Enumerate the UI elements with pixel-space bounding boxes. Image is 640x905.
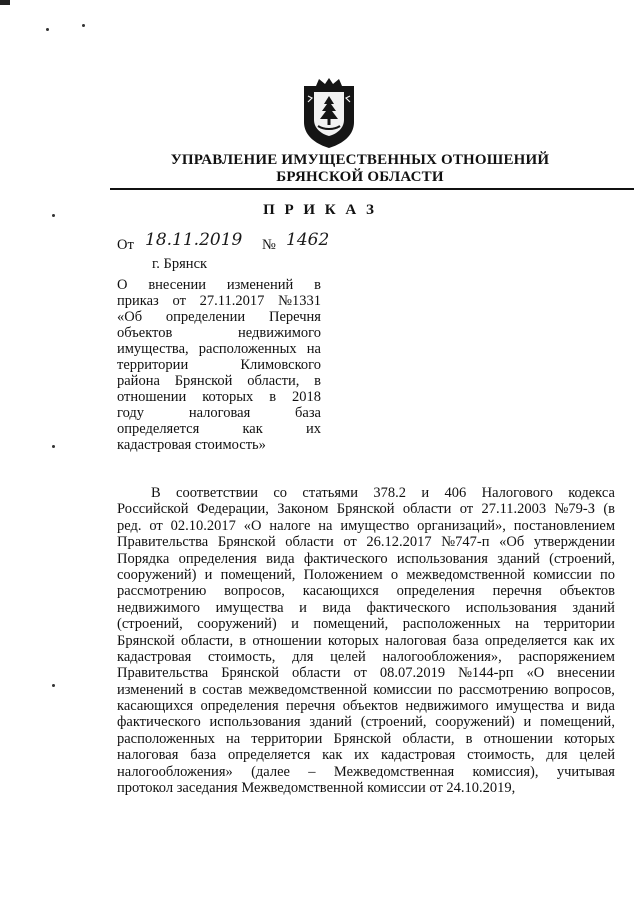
subject-line [117,293,321,309]
body-word: области [285,534,334,551]
body-word: недвижимого [117,599,201,616]
body-word: для [292,648,314,665]
body-word: перечня [286,698,336,715]
body-word: Положением [303,566,383,583]
body-word: фактического [366,599,451,616]
date-prefix: От [117,237,134,253]
scan-artifact [52,445,55,448]
body-word: отношении [483,730,553,747]
body-word: рассмотрению [117,583,207,600]
scan-artifact [0,0,10,5]
body-word: вида [322,599,351,616]
body-word: В [151,485,161,501]
body-word: состав [202,681,243,698]
order-subject [117,277,321,453]
body-word: Брянской [217,534,276,551]
body-word: по [599,566,615,583]
body-word: со [273,485,288,501]
body-word: и [291,616,299,633]
body-word: комиссия), [472,763,539,780]
body-word: постановлением [513,517,615,534]
body-line [117,501,615,517]
body-word: для [546,747,568,764]
body-word: в [239,632,247,649]
subject-word: Перечня [269,309,321,325]
body-word: определяется [484,632,568,649]
body-word: база [452,632,479,649]
body-word: стоимость, [467,747,535,764]
subject-word: году [117,405,145,421]
body-word: Законом [277,501,329,518]
body-word: от [149,517,163,534]
body-word: как [573,632,594,649]
body-word: их [354,747,370,764]
body-word: сооружений) [435,714,515,731]
body-word: «О [526,665,545,682]
scan-artifact [52,214,55,217]
subject-word: как [242,421,263,437]
body-line [117,682,615,698]
subject-word: база [295,405,321,421]
subject-word: их [305,421,321,437]
subject-word: Брянской [174,373,233,389]
body-word: Межведомственная [333,763,455,780]
subject-word: в [314,373,321,389]
subject-word: изменений [226,277,294,293]
body-line [117,485,615,501]
body-line [117,616,615,632]
body-word: сооружений) [117,566,197,583]
body-word: вопросов, [554,681,615,698]
body-word: от [353,665,367,682]
body-word: 27.11.2003 [481,501,547,518]
order-body-text [117,485,615,796]
scan-artifact [46,28,49,31]
body-word: области [291,665,341,682]
body-word: комиссии [533,566,592,583]
body-word: Брянской [221,665,279,682]
subject-word: в [314,277,321,293]
body-word: стоимость, [208,648,276,665]
subject-line [117,421,321,437]
body-word: №79-З [554,501,595,518]
subject-line [117,277,321,293]
scan-artifact [52,684,55,687]
body-word: территории [251,730,323,747]
body-word: определения [200,698,279,715]
body-word: сооружений) [197,616,277,633]
body-word: определения [178,550,257,567]
body-line [117,567,615,583]
body-word: Федерации, [196,501,269,518]
organization-name-line1: УПРАВЛЕНИЕ ИМУЩЕСТВЕННЫХ ОТНОШЕНИЙ [170,152,550,168]
body-word: целей [330,648,366,665]
body-word: №747-п [441,534,490,551]
subject-word: определении [165,309,246,325]
subject-word: «Об [117,309,143,325]
body-word: база [190,747,217,764]
body-word: области [402,501,452,518]
subject-line [117,437,321,453]
subject-line [117,341,321,357]
body-word: объектов [342,698,399,715]
subject-word: территории [117,357,189,373]
body-word: имущество [340,517,410,534]
subject-word: недвижимого [237,325,321,341]
body-line [117,633,615,649]
subject-word: 27.11.2017 [199,293,265,309]
body-line: протокол заседания Межведомственной комиссии от 24.10.2019, [117,780,516,797]
body-line [117,534,615,550]
body-word: в [465,730,473,747]
body-word: налоговая [117,747,179,764]
body-line [117,698,615,714]
body-word: использования [465,599,557,616]
body-word: Брянской [333,730,392,747]
subject-word: №1331 [278,293,321,309]
body-word: кадастровая [117,648,192,665]
handwritten-date: 18.11.2019 [145,230,243,250]
subject-word: налоговая [188,405,251,421]
body-word: учитывая [556,763,615,780]
body-line [117,518,615,534]
body-word: отношении [252,632,322,649]
body-word: (в [603,501,615,518]
body-word: определяется [227,747,311,764]
body-word: перечня [492,583,542,600]
body-word: зданий [572,599,615,616]
body-word: вида [266,550,295,567]
body-word: от [459,501,474,518]
body-word: территории [543,616,615,633]
body-word: распоряжением [518,648,615,665]
body-word: изменений [117,681,184,698]
body-line [117,747,615,763]
subject-word: кадастровая стоимость» [117,437,266,453]
number-prefix: № [262,237,276,253]
subject-word: определяется [117,421,200,437]
body-word: расположенных [402,616,501,633]
subject-word: в [269,389,277,405]
body-word: – [308,763,316,780]
body-word: имущества [215,599,284,616]
body-word: (строений, [549,550,615,567]
body-word: Правительства [117,665,209,682]
subject-word: области, [247,373,300,389]
subject-word: отношении [117,389,187,405]
body-word: Брянской [336,501,395,518]
subject-word: от [172,293,186,309]
body-word: на [318,517,333,534]
body-word: зданий [309,714,352,731]
header-divider [110,188,634,190]
body-word: (далее [251,763,290,780]
subject-word: района [117,373,160,389]
body-word: «О [243,517,262,534]
body-word: Правительства [117,534,209,551]
body-line [117,665,615,681]
body-word: использования [396,550,488,567]
body-word: касающихся [117,698,194,715]
subject-line [117,325,321,341]
body-word: их [599,632,615,649]
body-word: фактического [303,550,388,567]
body-word: зданий [497,550,540,567]
body-word: налоговая [385,632,447,649]
body-word: межведомственной [248,681,368,698]
body-word: которых [327,632,379,649]
subject-line [117,309,321,325]
body-word: фактического [117,714,201,731]
handwritten-number: 1462 [286,230,330,250]
body-word: как [322,747,343,764]
subject-word: 2018 [291,389,321,405]
body-word: помещений, [540,714,615,731]
body-word: касающихся [302,583,379,600]
body-word: расположенных [117,730,215,747]
body-word: которых [563,730,615,747]
body-word: кадастровая [380,747,456,764]
body-word: Российской [117,501,189,518]
body-line [117,649,615,665]
body-word: Брянской [117,632,175,649]
body-word: на [515,616,530,633]
subject-line [117,357,321,373]
subject-word: расположенных [198,341,297,357]
subject-word: объектов [117,325,173,341]
subject-line [117,373,321,389]
body-word: целей [579,747,615,764]
subject-word: внесении [148,277,207,293]
body-line [117,714,615,730]
body-word: имущества [495,698,564,715]
body-line [117,583,615,599]
body-word: 26.12.2017 [366,534,432,551]
body-word: 08.07.2019 [379,665,446,682]
body-word: налоге [269,517,311,534]
body-word: соответствии [176,485,258,501]
body-word: и [571,698,580,715]
subject-word: имущества, [117,341,189,357]
subject-word: приказ [117,293,159,309]
body-word: по [437,681,453,698]
body-line [117,600,615,616]
body-word: кодекса [568,485,615,501]
body-word: и [421,485,430,501]
body-word: 02.10.2017 [170,517,236,534]
body-line [117,551,615,567]
body-word: и [299,599,307,616]
body-word: Налогового [481,485,553,501]
body-word: организаций», [417,517,506,534]
body-word: объектов [559,583,615,600]
body-word: области, [402,730,455,747]
body-word: межведомственной [406,566,525,583]
subject-word: на [306,341,321,357]
body-word: налогообложения», [382,648,502,665]
body-line [117,764,615,780]
body-word: и [204,566,213,583]
organization-name-line2: БРЯНСКОЙ ОБЛАСТИ [276,169,444,185]
body-word: утверждении [533,534,615,551]
body-word: рассмотрению [458,681,549,698]
subject-word: Климовского [240,357,321,373]
body-word: статьями [302,485,358,501]
document-type-title: П Р И К А З [263,202,377,218]
body-word: и [523,714,532,731]
body-word: (строений, [360,714,427,731]
body-word: вопросов, [224,583,285,600]
body-word: на [225,730,241,747]
body-word: налогообложения» [117,763,233,780]
body-word: помещений, [313,616,389,633]
body-line [117,731,615,747]
subject-word: О [117,277,128,293]
body-word: 406 [444,485,467,501]
body-word: недвижимого [405,698,489,715]
body-word: определения [396,583,475,600]
body-word: внесении [557,665,615,682]
subject-line [117,405,321,421]
body-word: в [189,681,197,698]
body-word: о [390,566,399,583]
body-word: «Об [499,534,525,551]
coat-of-arms-icon [300,76,358,150]
body-word: №144-рп [458,665,514,682]
body-word: (строений, [117,616,183,633]
body-word: комиссии [373,681,432,698]
body-word: ред. [117,517,142,534]
subject-word: которых [202,389,254,405]
body-word: помещений, [220,566,296,583]
city-name: г. Брянск [152,256,208,272]
subject-line [117,389,321,405]
scan-artifact [82,24,85,27]
body-word: вида [586,698,615,715]
body-word: использования [209,714,301,731]
body-word: области, [180,632,234,649]
body-word: от [343,534,357,551]
body-word: Порядка [117,550,170,567]
body-word: 378.2 [373,485,406,501]
